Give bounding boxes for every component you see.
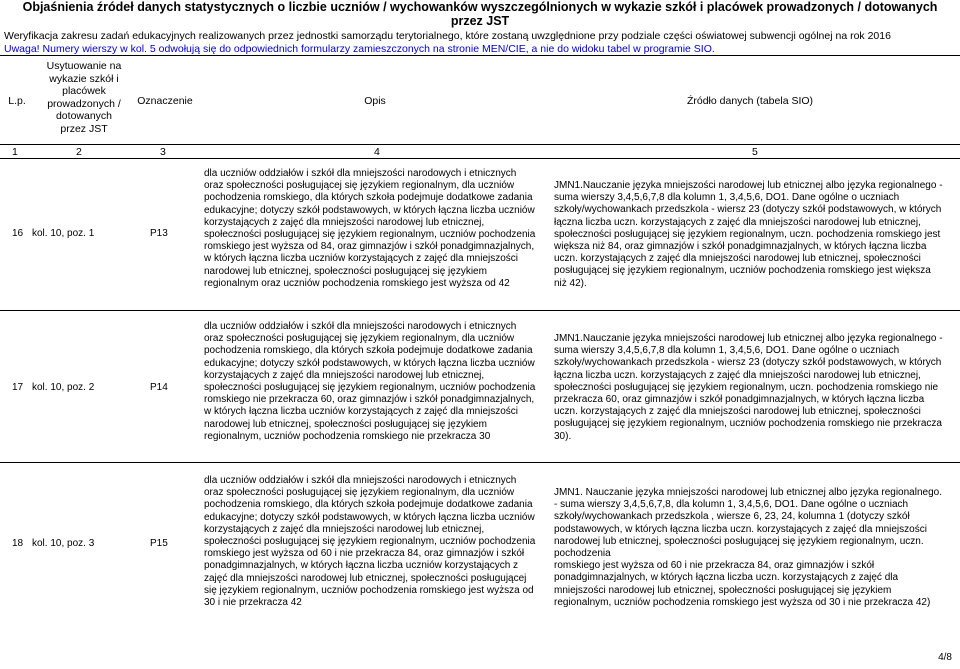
text-line: JMN1. Nauczanie języka mniejszości narodowej lub etnicznej albo języka regionalnego. xyxy=(554,487,942,498)
text-line: 30). xyxy=(554,430,572,442)
text-line: romskiego jest wyższa od 84, oraz gimnazjów i szkół ponadgimnazjalnych, xyxy=(204,241,535,253)
header-line: wykazie szkół i xyxy=(49,72,119,85)
column-number-4: 4 xyxy=(374,146,380,158)
text-line: narodowej lub etnicznej, społeczności posługującej się językiem regionalnym, uczn. pochodzenia xyxy=(554,535,924,560)
row-source xyxy=(554,333,958,443)
row-description xyxy=(204,475,552,609)
text-line: JMN1.Nauczanie języka mniejszości narodowej lub etnicznej albo języka regionalnego - xyxy=(554,333,943,344)
text-line: romskiego jest wyższa od 60 i nie przekracza 84, oraz gimnazjów i szkół xyxy=(554,560,875,572)
header-line: Usytuowanie na xyxy=(46,60,122,72)
row-position: kol. 10, poz. 1 xyxy=(32,228,95,239)
header-line: prowadzonych / xyxy=(47,97,121,110)
document-title xyxy=(0,0,960,28)
header-top-rule xyxy=(0,55,960,56)
row-description xyxy=(204,168,552,290)
text-line: społeczności posługującej się językiem regionalnym, uczniów pochodzenia xyxy=(204,382,536,394)
text-line: oraz społeczności posługującej się językiem regionalnym, dla uczniów xyxy=(204,487,515,499)
row-separator xyxy=(0,462,960,463)
text-line: się językiem regionalnym, uczniów pochodzenia romskiego jest wyższa od xyxy=(204,584,534,596)
text-line: posługującej się językiem regionalnym, uczniów pochodzenia romskiego nie przekracza xyxy=(554,418,942,430)
text-line: romskiego jest wyższa od 60 i nie przekracza 84, oraz gimnazjów i szkół xyxy=(204,548,525,560)
title-line-1: Objaśnienia źródeł danych statystycznych o liczbie uczniów / wychowanków wyszczególnionych w wykazie szkół i placówek prowadzonych / dotowanych xyxy=(22,0,938,14)
column-number-1: 1 xyxy=(12,146,18,158)
column-header-opis: Opis xyxy=(364,95,386,107)
text-line: edukacyjne; dotyczy szkół podstawowych, w których łączna liczba uczniów xyxy=(204,204,535,216)
text-line: większa niż 84, oraz gimnazjów i szkół ponadgimnazjalnych, w których łączna liczba xyxy=(554,241,927,253)
text-line: oraz społeczności posługującej się językiem regionalnym, dla uczniów xyxy=(204,333,515,345)
text-line: suma wierszy 3,4,5,6,7,8 dla kolumn 1, 3,4,5,6, DO1. Dane ogólne o uczniach xyxy=(554,192,900,204)
text-line: pochodzenia romskiego, dla których szkoła podejmuje dodatkowe zadania xyxy=(204,345,533,357)
text-line: łączna liczba uczn. korzystających z zajęć dla mniejszości narodowej lub etnicznej, xyxy=(554,216,921,228)
header-line: dotowanych xyxy=(55,110,113,122)
row-position: kol. 10, poz. 2 xyxy=(32,382,95,393)
text-line: społeczności posługującej się językiem regionalnym, uczn. pochodzenia romskiego jest xyxy=(554,228,941,240)
text-line: dla uczniów oddziałów i szkół dla mniejszości narodowych i etnicznych xyxy=(204,475,517,486)
row-code: P13 xyxy=(150,228,168,239)
row-position: kol. 10, poz. 3 xyxy=(32,538,95,549)
column-number-3: 3 xyxy=(160,146,166,158)
row-lp: 17 xyxy=(12,382,24,393)
text-line: suma wierszy 3,4,5,6,7,8 dla kolumn 1, 3,4,5,6, DO1. Dane ogólne o uczniach xyxy=(554,345,900,357)
text-line: podstawowych, w których łączna liczba uczn. korzystających z zajęć dla mniejszości xyxy=(554,523,927,535)
text-line: społeczności posługującej się językiem regionalnym, uczn. pochodzenia romskiego nie xyxy=(554,381,939,393)
text-line: posługującej się językiem regionalnym, uczniów pochodzenia romskiego jest większa xyxy=(554,265,931,277)
text-line: łączna liczba uczn. korzystających z zajęć dla mniejszości narodowej lub etnicznej, xyxy=(554,369,921,381)
text-line: przekracza 60, oraz gimnazjów i szkół ponadgimnazjalnych, w których łączna liczba xyxy=(554,394,925,406)
row-code: P14 xyxy=(150,382,168,393)
text-line: narodowej lub etnicznej, społeczności posługującej się językiem xyxy=(204,418,487,430)
row-source xyxy=(554,487,958,609)
text-line: w których łączna liczba uczniów korzystających z zajęć dla mniejszości xyxy=(204,253,519,265)
text-line: pochodzenia romskiego, dla których szkoła podejmuje dodatkowe zadania xyxy=(204,499,533,511)
header-line: placówek xyxy=(62,85,106,97)
title-line-2: przez JST xyxy=(450,14,510,28)
column-header-lp: L.p. xyxy=(8,95,26,107)
text-line: narodowej lub etnicznej, społeczności posługującej się językiem xyxy=(204,265,487,277)
text-line: edukacyjne; dotyczy szkół podstawowych, w których łączna liczba uczniów xyxy=(204,357,535,369)
text-line: pochodzenia romskiego, dla których szkoła podejmuje dodatkowe zadania xyxy=(204,192,533,204)
text-line: oraz społeczności posługującej się językiem regionalnym, dla uczniów xyxy=(204,180,515,192)
text-line: edukacyjne; dotyczy szkół podstawowych, w których łączna liczba uczniów xyxy=(204,511,535,523)
text-line: korzystających z zajęć dla mniejszości narodowej lub etnicznej, xyxy=(204,216,485,228)
text-line: szkoły/wychowankach przedszkola - wiersz 23 (dotyczy szkół podstawowych, w których xyxy=(554,204,942,216)
row-code: P15 xyxy=(150,538,168,549)
text-line: ponadgimnazjalnych, w których łączna liczba uczn. korzystających z zajęć dla xyxy=(554,572,899,584)
text-line: społeczności posługującej się językiem regionalnym, uczniów pochodzenia xyxy=(204,536,536,548)
warning-note: Uwaga! Numery wierszy w kol. 5 odwołują się do odpowiednich formularzy zamieszczonych na stronie MEN/CIE, a nie do widoku tabel w programie SIO. xyxy=(4,43,715,55)
text-line: ponadgimnazjalnych, w których łączna liczba uczniów korzystających z xyxy=(204,560,519,572)
row-lp: 18 xyxy=(12,538,24,549)
text-line: dla uczniów oddziałów i szkół dla mniejszości narodowych i etnicznych xyxy=(204,168,517,179)
text-line: niż 42). xyxy=(554,277,587,289)
column-header-oznaczenie: Oznaczenie xyxy=(137,95,193,107)
text-line: - suma wierszy 3,4,5,6,7,8, dla kolumn 1, 3,4,5,6, DO1. Dane ogólne o uczniach xyxy=(554,499,909,511)
row-lp: 16 xyxy=(12,228,24,239)
column-number-2: 2 xyxy=(76,146,82,158)
column-number-5: 5 xyxy=(752,146,758,158)
text-line: regionalnym, uczniów pochodzenia romskiego jest wyższa od 30 i nie przekracza 42) xyxy=(554,596,931,608)
text-line: regionalnym oraz uczniów pochodzenia romskiego jest wyższa od 42 xyxy=(204,277,510,289)
row-description xyxy=(204,321,552,443)
text-line: w których łączna liczba uczniów korzystających z zajęć dla mniejszości xyxy=(204,406,519,418)
text-line: 30 i nie przekracza 42 xyxy=(204,597,302,609)
text-line: szkoły/wychowankach przedszkola - wiersz 23 (dotyczy szkół podstawowych, w których xyxy=(554,357,942,369)
text-line: mniejszości narodowej lub etnicznej, społeczności posługującej się językiem xyxy=(554,584,892,596)
text-line: społeczności posługującej się językiem regionalnym, uczniów pochodzenia xyxy=(204,229,536,241)
header-line: przez JST xyxy=(60,122,108,135)
verification-note: Weryfikacja zakresu zadań edukacyjnych realizowanych przez jednostki samorządu terytorialnego, które zostaną uwzględnione przy podziale części oświatowej subwencji ogólnej na rok 2016 xyxy=(4,30,891,42)
text-line: uczn. korzystających z zajęć dla mniejszości narodowej lub etnicznej, społeczności xyxy=(554,406,921,418)
column-header-usytuowanie xyxy=(38,60,130,135)
text-line: romskiego nie przekracza 60, oraz gimnazjów i szkół ponadgimnazjalnych, xyxy=(204,394,535,406)
header-bottom-rule xyxy=(0,158,960,159)
text-line: szkoły/wychowankach przedszkola , wiersze 6, 23, 24, kolumna 1 (dotyczy szkół xyxy=(554,511,910,523)
row-separator xyxy=(0,310,960,311)
text-line: regionalnym, uczniów pochodzenia romskiego nie przekracza 30 xyxy=(204,430,491,442)
text-line: dla uczniów oddziałów i szkół dla mniejszości narodowych i etnicznych xyxy=(204,321,517,332)
text-line: korzystających z zajęć dla mniejszości narodowej lub etnicznej, xyxy=(204,369,485,381)
text-line: zajęć dla mniejszości narodowej lub etnicznej, społeczności posługującej xyxy=(204,572,527,584)
text-line: JMN1.Nauczanie języka mniejszości narodowej lub etnicznej albo języka regionalnego - xyxy=(554,180,943,191)
header-mid-rule xyxy=(0,144,960,145)
page-number: 4/8 xyxy=(938,652,952,663)
column-header-zrodlo: Źródło danych (tabela SIO) xyxy=(686,95,814,107)
text-line: uczn. korzystających z zajęć dla mniejszości narodowej lub etnicznej, społeczności xyxy=(554,253,921,265)
row-source xyxy=(554,180,958,290)
text-line: korzystających z zajęć dla mniejszości narodowej lub etnicznej, xyxy=(204,523,485,535)
